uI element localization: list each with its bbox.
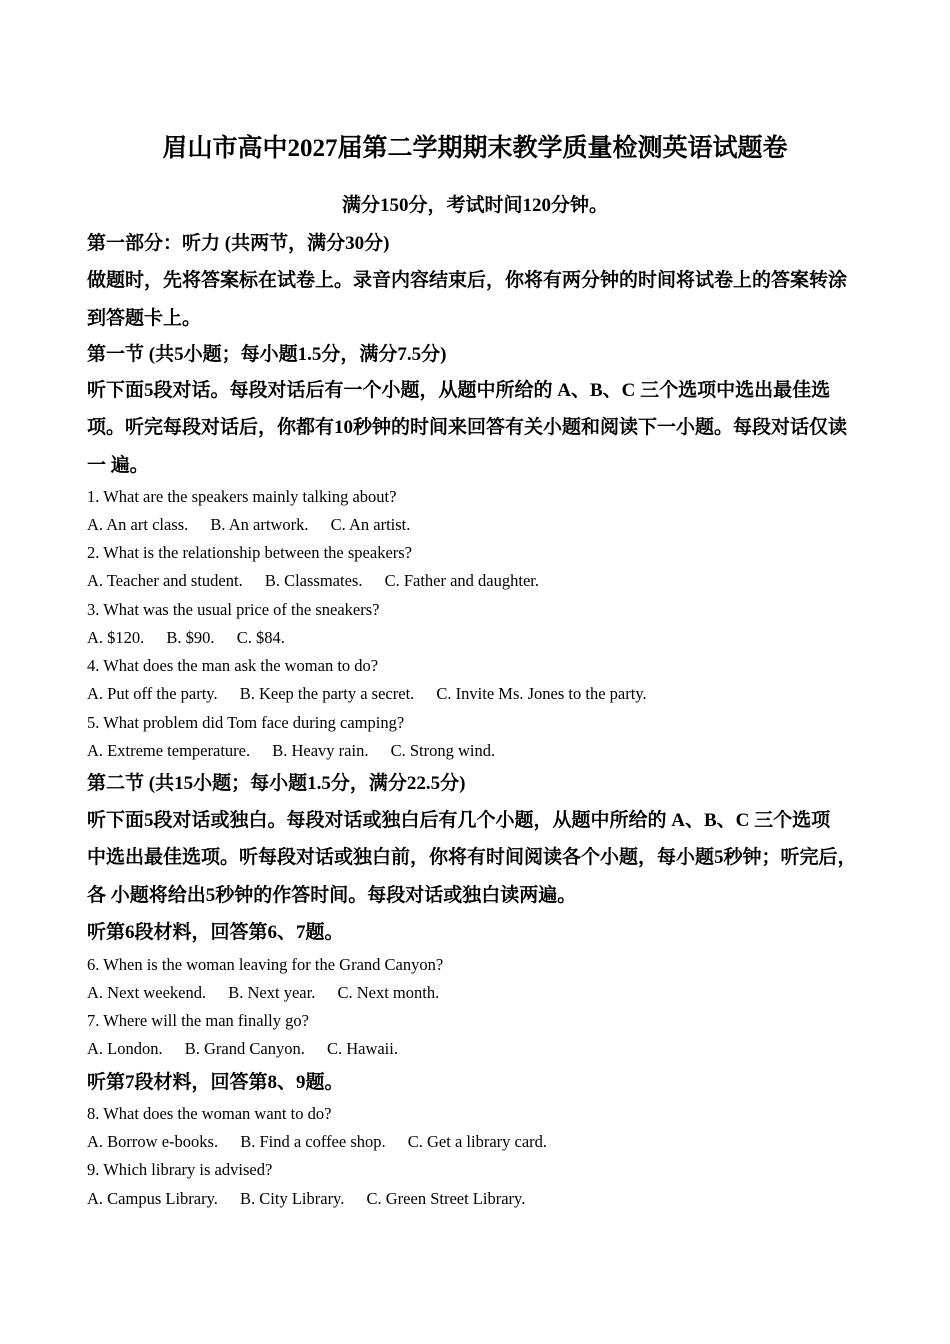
option-a: A. Teacher and student. xyxy=(87,571,243,590)
option-a: A. $120. xyxy=(87,628,145,647)
part1-instruction-line: 做题时，先将答案标在试卷上。录音内容结束后，你将有两分钟的时间将试卷上的答案转涂 xyxy=(87,270,848,291)
question-text: 6. When is the woman leaving for the Grand Canyon? xyxy=(87,955,444,974)
option-a: A. Borrow e-books. xyxy=(87,1132,219,1151)
option-c: C. Invite Ms. Jones to the party. xyxy=(436,684,647,703)
part1-instruction-line: 到答题卡上。 xyxy=(87,308,202,329)
part1-heading: 第一部分：听力 (共两节，满分30分) xyxy=(87,233,390,254)
section2-instruction-line: 听下面5段对话或独白。每段对话或独白后有几个小题，从题中所给的 A、B、C 三个选项 xyxy=(87,810,831,831)
question-text: 8. What does the woman want to do? xyxy=(87,1104,332,1123)
option-a: A. Campus Library. xyxy=(87,1189,218,1208)
option-b: B. Next year. xyxy=(228,983,316,1002)
section1-heading: 第一节 (共5小题；每小题1.5分，满分7.5分) xyxy=(87,344,447,365)
section1-instruction-line: 一 遍。 xyxy=(87,455,149,476)
option-b: B. Classmates. xyxy=(264,571,363,590)
question-options xyxy=(87,684,647,704)
option-c: C. Next month. xyxy=(337,983,440,1002)
option-b: B. Find a coffee shop. xyxy=(240,1132,386,1151)
option-c: C. Strong wind. xyxy=(390,741,496,760)
section1-instruction-line: 听下面5段对话。每段对话后有一个小题，从题中所给的 A、B、C 三个选项中选出最佳选 xyxy=(87,380,831,401)
option-c: C. Father and daughter. xyxy=(384,571,539,590)
option-b: B. Keep the party a secret. xyxy=(239,684,415,703)
option-c: C. Green Street Library. xyxy=(366,1189,526,1208)
option-a: A. Put off the party. xyxy=(87,684,218,703)
question-text: 1. What are the speakers mainly talking about? xyxy=(87,487,397,506)
question-options xyxy=(87,628,285,648)
question-text: 2. What is the relationship between the speakers? xyxy=(87,543,413,562)
option-a: A. Extreme temperature. xyxy=(87,741,251,760)
question-options xyxy=(87,1132,547,1152)
question-options xyxy=(87,571,539,591)
option-b: B. Grand Canyon. xyxy=(184,1039,305,1058)
option-c: C. Hawaii. xyxy=(326,1039,398,1058)
option-c: C. $84. xyxy=(236,628,285,647)
question-options xyxy=(87,741,495,761)
question-text: 7. Where will the man finally go? xyxy=(87,1011,309,1030)
option-b: B. An artwork. xyxy=(210,515,309,534)
question-text: 5. What problem did Tom face during camping? xyxy=(87,713,405,732)
section2-heading: 第二节 (共15小题；每小题1.5分，满分22.5分) xyxy=(87,773,466,794)
question-options xyxy=(87,1039,398,1059)
option-a: A. Next weekend. xyxy=(87,983,207,1002)
exam-subtitle: 满分150分，考试时间120分钟。 xyxy=(341,195,608,216)
option-b: B. City Library. xyxy=(240,1189,345,1208)
option-c: C. Get a library card. xyxy=(407,1132,548,1151)
question-text: 4. What does the man ask the woman to do? xyxy=(87,656,379,675)
group-lead: 听第6段材料，回答第6、7题。 xyxy=(87,922,344,943)
question-text: 3. What was the usual price of the sneakers? xyxy=(87,600,380,619)
option-a: A. London. xyxy=(87,1039,163,1058)
section2-instruction-line: 各 小题将给出5秒钟的作答时间。每段对话或独白读两遍。 xyxy=(87,885,577,906)
option-b: B. Heavy rain. xyxy=(272,741,369,760)
group-lead: 听第7段材料，回答第8、9题。 xyxy=(87,1072,344,1093)
question-options xyxy=(87,1189,525,1209)
option-b: B. $90. xyxy=(166,628,215,647)
option-a: A. An art class. xyxy=(87,515,189,534)
exam-title: 眉山市高中2027届第二学期期末教学质量检测英语试题卷 xyxy=(162,135,788,162)
question-options xyxy=(87,983,439,1003)
section2-instruction-line: 中选出最佳选项。听每段对话或独白前，你将有时间阅读各个小题，每小题5秒钟；听完后， xyxy=(87,847,857,868)
question-options xyxy=(87,515,410,535)
question-text: 9. Which library is advised? xyxy=(87,1160,273,1179)
option-c: C. An artist. xyxy=(330,515,411,534)
section1-instruction-line: 项。听完每段对话后，你都有10秒钟的时间来回答有关小题和阅读下一小题。每段对话仅读 xyxy=(87,417,848,438)
